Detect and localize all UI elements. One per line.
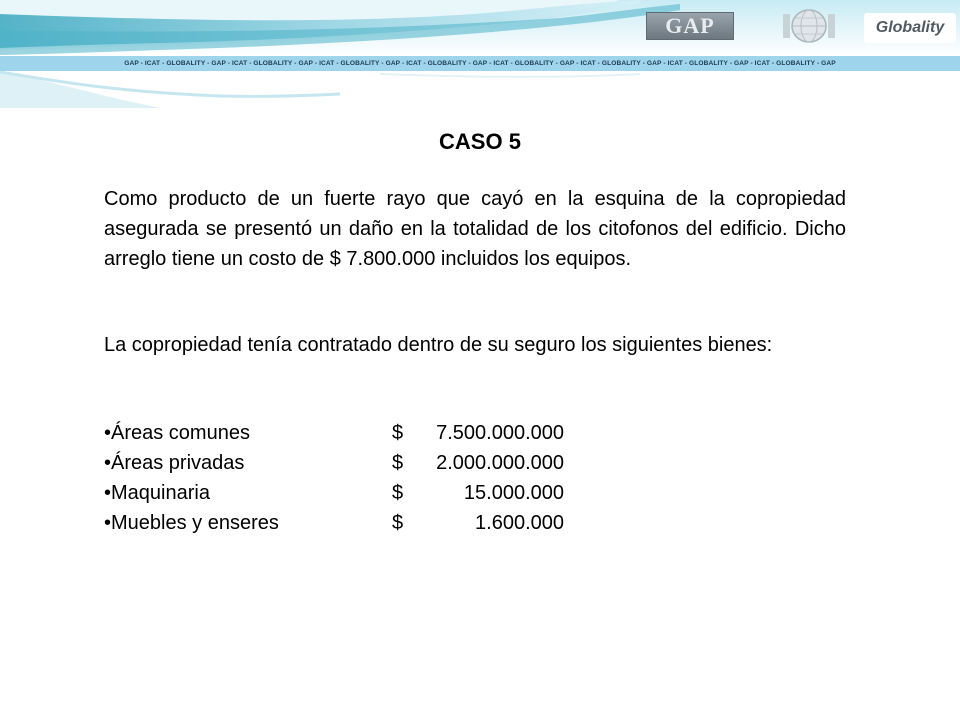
asset-currency: $ [392,482,404,504]
asset-currency: $ [392,452,404,474]
asset-label: •Maquinaria [104,482,210,504]
asset-label: •Muebles y enseres [104,512,279,534]
asset-label: •Áreas comunes [104,422,250,444]
icat-logo [780,8,838,44]
header-ticker-bar [0,56,960,71]
header-ticker-text: GAP - ICAT - GLOBALITY - GAP - ICAT - GLOBALITY - GAP - ICAT - GLOBALITY - GAP - ICAT - GLOBALITY - GAP - ICAT - GLOBALITY - GAP - ICAT - GLOBALITY - GAP - ICAT - GLOBALITY - GAP - ICAT - GLOBALITY - GAP [124,60,836,67]
slide-title: CASO 5 [439,129,521,154]
coverage-intro-paragraph: La copropiedad tenía contratado dentro de su seguro los siguientes bienes: [104,334,773,356]
asset-label: •Áreas privadas [104,452,245,474]
asset-currency: $ [392,512,404,534]
case-description-paragraph: Como producto de un fuerte rayo que cayó en la esquina de la copropiedad asegurada se presentó un daño en la totalidad de los citofonos del edificio. Dicho arreglo tiene un costo de $ 7.800.000 incluidos los equipos. [104,188,846,270]
asset-currency: $ [392,422,404,444]
asset-amount: 15.000.000 [463,482,564,504]
globe-icon [781,8,837,44]
asset-amount: 2.000.000.000 [436,452,564,474]
list-item [104,448,604,478]
list-item [104,508,604,538]
gap-logo-text: GAP [665,13,715,38]
asset-amount: 1.600.000 [475,512,564,534]
gap-logo [646,12,734,40]
insured-assets-list [104,418,604,538]
list-item [104,418,604,448]
globality-logo-text: Globality [875,19,945,36]
asset-amount: 7.500.000.000 [436,422,564,444]
list-item [104,478,604,508]
globality-logo [864,13,956,43]
